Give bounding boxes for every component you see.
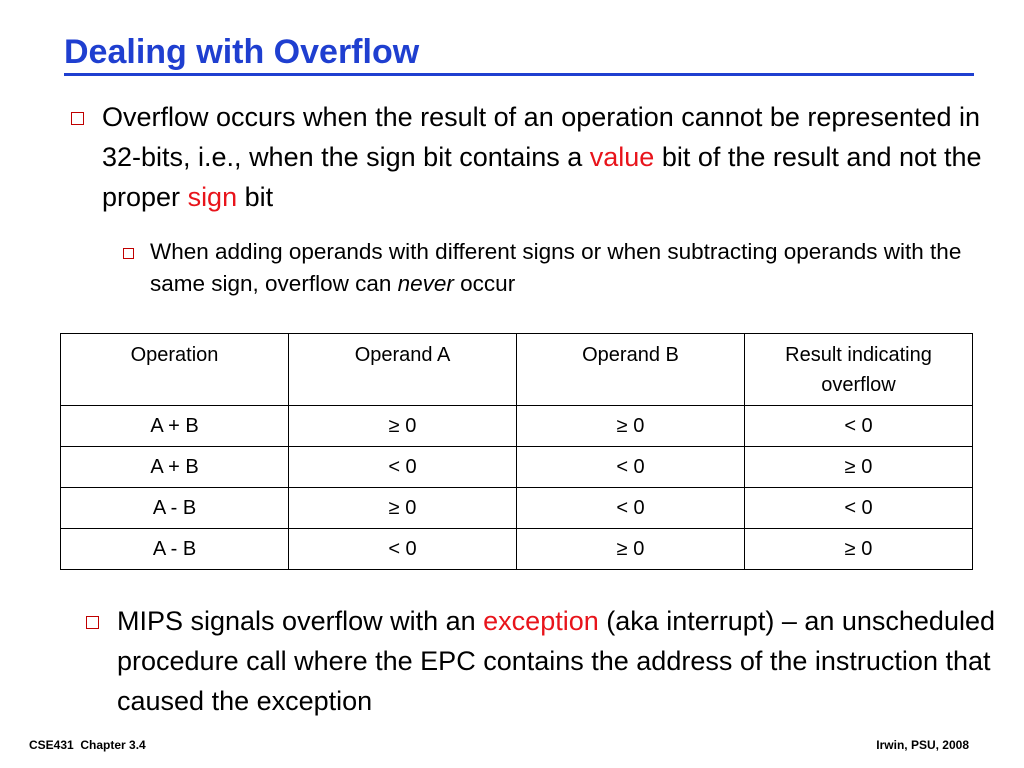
table-row xyxy=(61,447,973,488)
cell-operation: A + B xyxy=(61,447,289,488)
cell-operand-b: ≥ 0 xyxy=(517,529,745,570)
cell-operand-a: < 0 xyxy=(289,447,517,488)
table-row xyxy=(61,529,973,570)
bullet1-text-before: Overflow occurs when the result of an operation cannot be represented in 32-bits, i.e., when the sign bit contains a xyxy=(102,102,981,172)
bullet3-text-before: MIPS signals overflow with an xyxy=(117,606,484,636)
bullet3-text-after: (aka interrupt) – an unscheduled procedure call where the EPC contains the address of the instruction that caused the exception xyxy=(117,606,995,716)
table-header-row xyxy=(61,334,973,406)
cell-operand-b: < 0 xyxy=(517,488,745,529)
cell-result: < 0 xyxy=(745,488,973,529)
header-operand-a: Operand A xyxy=(289,334,517,406)
footer-course-chapter: CSE431 Chapter 3.4 xyxy=(29,738,146,752)
slide-title: Dealing with Overflow xyxy=(64,33,420,71)
cell-result: ≥ 0 xyxy=(745,529,973,570)
cell-operation: A + B xyxy=(61,406,289,447)
header-result-overflow: Result indicating overflow xyxy=(745,334,973,406)
footer-author: Irwin, PSU, 2008 xyxy=(876,738,969,752)
highlight-value: value xyxy=(589,142,655,172)
cell-operand-a: ≥ 0 xyxy=(289,488,517,529)
bullet-mips-exception xyxy=(117,601,997,721)
bullet1-text-middle: bit of the result and not the proper xyxy=(102,142,982,212)
table-row xyxy=(61,488,973,529)
header-operation: Operation xyxy=(61,334,289,406)
highlight-sign: sign xyxy=(187,182,238,212)
header-operand-b: Operand B xyxy=(517,334,745,406)
bullet2-text-after: occur xyxy=(453,271,516,296)
highlight-exception: exception xyxy=(483,606,599,636)
bullet-box-icon xyxy=(71,112,84,125)
emphasis-never: never xyxy=(397,271,454,296)
cell-operand-b: < 0 xyxy=(517,447,745,488)
cell-result: < 0 xyxy=(745,406,973,447)
bullet2-text-before: When adding operands with different signs or when subtracting operands with the same sign, overflow can xyxy=(150,239,962,296)
bullet-box-icon xyxy=(123,248,134,259)
cell-result: ≥ 0 xyxy=(745,447,973,488)
cell-operation: A - B xyxy=(61,529,289,570)
overflow-table xyxy=(60,333,973,570)
sub-bullet-never-overflow xyxy=(150,236,990,300)
bullet1-text-after: bit xyxy=(237,182,274,212)
bullet-box-icon xyxy=(86,616,99,629)
table-row xyxy=(61,406,973,447)
cell-operation: A - B xyxy=(61,488,289,529)
cell-operand-b: ≥ 0 xyxy=(517,406,745,447)
bullet-overflow-definition xyxy=(102,97,982,217)
title-underline xyxy=(64,73,974,76)
cell-operand-a: ≥ 0 xyxy=(289,406,517,447)
cell-operand-a: < 0 xyxy=(289,529,517,570)
